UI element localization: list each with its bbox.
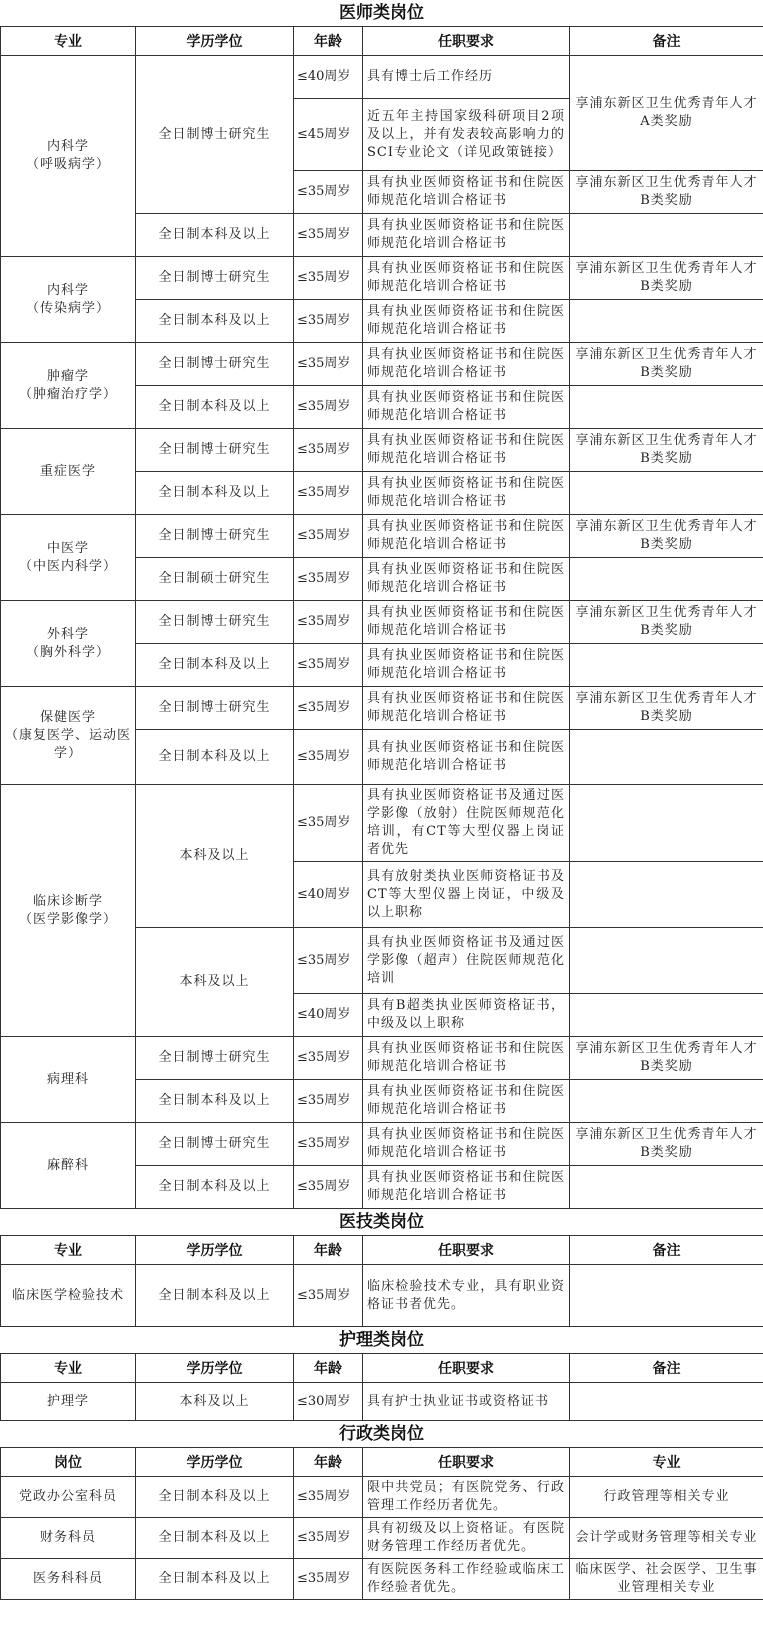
age-cell: ≤35周岁 (294, 1265, 363, 1327)
note-cell (570, 214, 763, 257)
degree-cell: 全日制博士研究生 (136, 601, 294, 644)
age-cell: ≤45周岁 (294, 99, 363, 171)
requirement-cell: 具有执业医师资格证书和住院医师规范化培训合格证书 (363, 515, 570, 558)
note-cell (570, 730, 763, 785)
requirement-cell: 具有执业医师资格证书和住院医师规范化培训合格证书 (363, 1037, 570, 1080)
table-row (1, 515, 763, 558)
note-cell (570, 1265, 763, 1327)
note-cell (570, 928, 763, 994)
age-cell: ≤35周岁 (294, 1477, 363, 1518)
post-cell: 医务科科员 (1, 1559, 136, 1600)
header-requirement: 任职要求 (363, 1236, 570, 1265)
table-row (1, 1383, 763, 1421)
age-cell: ≤35周岁 (294, 515, 363, 558)
age-cell: ≤35周岁 (294, 1037, 363, 1080)
note-cell: 享浦东新区卫生优秀青年人才B类奖励 (570, 257, 763, 300)
requirement-cell: 具有执业医师资格证书和住院医师规范化培训合格证书 (363, 300, 570, 343)
requirement-cell: 具有执业医师资格证书和住院医师规范化培训合格证书 (363, 558, 570, 601)
admin-table (0, 1447, 763, 1600)
note-cell: 享浦东新区卫生优秀青年人才B类奖励 (570, 429, 763, 472)
major-cell: 中医学 （中医内科学） (1, 515, 136, 601)
note-cell (570, 862, 763, 928)
degree-cell: 全日制本科及以上 (136, 730, 294, 785)
age-cell: ≤35周岁 (294, 1518, 363, 1559)
table-row (1, 785, 763, 862)
header-row (1, 1448, 763, 1477)
requirement-cell: 具有执业医师资格证书和住院医师规范化培训合格证书 (363, 1080, 570, 1123)
post-cell: 党政办公室科员 (1, 1477, 136, 1518)
header-post: 岗位 (1, 1448, 136, 1477)
note-cell (570, 386, 763, 429)
note-cell (570, 1166, 763, 1209)
table-row (1, 429, 763, 472)
requirement-cell: 具有执业医师资格证书和住院医师规范化培训合格证书 (363, 601, 570, 644)
age-cell: ≤35周岁 (294, 171, 363, 214)
note-cell: 享浦东新区卫生优秀青年人才B类奖励 (570, 601, 763, 644)
degree-cell: 全日制博士研究生 (136, 1037, 294, 1080)
header-degree: 学历学位 (136, 1354, 294, 1383)
tech-table (0, 1235, 763, 1327)
degree-cell: 全日制博士研究生 (136, 1123, 294, 1166)
requirement-cell: 具有执业医师资格证书和住院医师规范化培训合格证书 (363, 386, 570, 429)
degree-cell: 全日制博士研究生 (136, 515, 294, 558)
degree-cell: 全日制本科及以上 (136, 1080, 294, 1123)
age-cell: ≤35周岁 (294, 558, 363, 601)
degree-cell: 全日制博士研究生 (136, 257, 294, 300)
header-degree: 学历学位 (136, 27, 294, 56)
age-cell: ≤35周岁 (294, 687, 363, 730)
age-cell: ≤40周岁 (294, 994, 363, 1037)
major-cell: 病理科 (1, 1037, 136, 1123)
table-row (1, 1518, 763, 1559)
requirement-cell: 限中共党员；有医院党务、行政管理工作经历者优先。 (363, 1477, 570, 1518)
degree-cell: 全日制硕士研究生 (136, 558, 294, 601)
note-cell (570, 1080, 763, 1123)
age-cell: ≤35周岁 (294, 1166, 363, 1209)
header-major: 专业 (1, 1354, 136, 1383)
major-cell: 行政管理等相关专业 (570, 1477, 763, 1518)
section-title-doctor: 医师类岗位 (339, 3, 424, 23)
age-cell: ≤35周岁 (294, 214, 363, 257)
header-requirement: 任职要求 (363, 27, 570, 56)
degree-cell: 全日制本科及以上 (136, 1518, 294, 1559)
note-cell: 享浦东新区卫生优秀青年人才B类奖励 (570, 343, 763, 386)
table-row (1, 687, 763, 730)
degree-cell: 全日制博士研究生 (136, 56, 294, 214)
age-cell: ≤35周岁 (294, 1080, 363, 1123)
major-cell: 外科学 （胸外科学） (1, 601, 136, 687)
major-cell: 重症医学 (1, 429, 136, 515)
age-cell: ≤35周岁 (294, 730, 363, 785)
major-cell: 会计学或财务管理等相关专业 (570, 1518, 763, 1559)
age-cell: ≤35周岁 (294, 1559, 363, 1600)
note-cell (570, 785, 763, 862)
note-cell (570, 994, 763, 1037)
requirement-cell: 具有执业医师资格证书及通过医学影像（放射）住院医师规范化培训，有CT等大型仪器上岗证者优先 (363, 785, 570, 862)
header-row (1, 27, 763, 56)
age-cell: ≤35周岁 (294, 1123, 363, 1166)
requirement-cell: 具有执业医师资格证书及通过医学影像（超声）住院医师规范化培训 (363, 928, 570, 994)
requirement-cell: 具有B超类执业医师资格证书，中级及以上职称 (363, 994, 570, 1037)
header-requirement: 任职要求 (363, 1448, 570, 1477)
requirement-cell: 具有放射类执业医师资格证书及CT等大型仪器上岗证，中级及以上职称 (363, 862, 570, 928)
note-cell: 享浦东新区卫生优秀青年人才B类奖励 (570, 687, 763, 730)
note-cell (570, 558, 763, 601)
header-note: 备注 (570, 27, 763, 56)
age-cell: ≤35周岁 (294, 429, 363, 472)
table-row (1, 1265, 763, 1327)
requirement-cell: 具有执业医师资格证书和住院医师规范化培训合格证书 (363, 730, 570, 785)
requirement-cell: 具有护士执业证书或资格证书 (363, 1383, 570, 1421)
requirement-cell: 具有执业医师资格证书和住院医师规范化培训合格证书 (363, 343, 570, 386)
header-age: 年龄 (294, 1448, 363, 1477)
header-major: 专业 (570, 1448, 763, 1477)
header-requirement: 任职要求 (363, 1354, 570, 1383)
degree-cell: 全日制本科及以上 (136, 386, 294, 429)
requirement-cell: 具有执业医师资格证书和住院医师规范化培训合格证书 (363, 644, 570, 687)
age-cell: ≤35周岁 (294, 785, 363, 862)
age-cell: ≤40周岁 (294, 56, 363, 99)
age-cell: ≤30周岁 (294, 1383, 363, 1421)
table-row (1, 1123, 763, 1166)
age-cell: ≤35周岁 (294, 928, 363, 994)
age-cell: ≤35周岁 (294, 644, 363, 687)
section-title-admin: 行政类岗位 (339, 1424, 424, 1444)
degree-cell: 全日制本科及以上 (136, 214, 294, 257)
degree-cell: 全日制本科及以上 (136, 644, 294, 687)
note-cell: 享浦东新区卫生优秀青年人才B类奖励 (570, 1123, 763, 1166)
degree-cell: 全日制博士研究生 (136, 687, 294, 730)
major-cell: 护理学 (1, 1383, 136, 1421)
age-cell: ≤35周岁 (294, 601, 363, 644)
requirement-cell: 具有执业医师资格证书和住院医师规范化培训合格证书 (363, 171, 570, 214)
requirement-cell: 具有执业医师资格证书和住院医师规范化培训合格证书 (363, 214, 570, 257)
degree-cell: 全日制博士研究生 (136, 429, 294, 472)
header-major: 专业 (1, 1236, 136, 1265)
note-cell (570, 1383, 763, 1421)
age-cell: ≤35周岁 (294, 257, 363, 300)
note-cell: 享浦东新区卫生优秀青年人才B类奖励 (570, 1037, 763, 1080)
note-cell: 享浦东新区卫生优秀青年人才B类奖励 (570, 515, 763, 558)
header-note: 备注 (570, 1354, 763, 1383)
degree-cell: 全日制本科及以上 (136, 472, 294, 515)
requirement-cell: 具有执业医师资格证书和住院医师规范化培训合格证书 (363, 1123, 570, 1166)
major-cell: 内科学 （呼吸病学） (1, 56, 136, 257)
table-row (1, 56, 763, 99)
age-cell: ≤35周岁 (294, 386, 363, 429)
major-cell: 麻醉科 (1, 1123, 136, 1209)
requirement-cell: 具有执业医师资格证书和住院医师规范化培训合格证书 (363, 1166, 570, 1209)
degree-cell: 全日制本科及以上 (136, 1166, 294, 1209)
degree-cell: 本科及以上 (136, 785, 294, 928)
header-degree: 学历学位 (136, 1236, 294, 1265)
header-row (1, 1236, 763, 1265)
degree-cell: 全日制本科及以上 (136, 300, 294, 343)
table-row (1, 1037, 763, 1080)
note-cell (570, 644, 763, 687)
table-row (1, 1559, 763, 1600)
note-cell (570, 300, 763, 343)
header-degree: 学历学位 (136, 1448, 294, 1477)
section-title-nursing: 护理类岗位 (339, 1330, 424, 1350)
major-cell: 临床医学检验技术 (1, 1265, 136, 1327)
header-major: 专业 (1, 27, 136, 56)
major-cell: 肿瘤学 （肿瘤治疗学） (1, 343, 136, 429)
degree-cell: 全日制本科及以上 (136, 1265, 294, 1327)
major-cell: 保健医学 （康复医学、运动医学） (1, 687, 136, 785)
major-cell: 临床医学、社会医学、卫生事业管理相关专业 (570, 1559, 763, 1600)
degree-cell: 本科及以上 (136, 928, 294, 1037)
table-row (1, 343, 763, 386)
degree-cell: 本科及以上 (136, 1383, 294, 1421)
age-cell: ≤35周岁 (294, 343, 363, 386)
header-age: 年龄 (294, 1236, 363, 1265)
degree-cell: 全日制本科及以上 (136, 1477, 294, 1518)
post-cell: 财务科员 (1, 1518, 136, 1559)
requirement-cell: 具有执业医师资格证书和住院医师规范化培训合格证书 (363, 429, 570, 472)
degree-cell: 全日制博士研究生 (136, 343, 294, 386)
note-cell (570, 472, 763, 515)
requirement-cell: 有医院医务科工作经验或临床工作经验者优先。 (363, 1559, 570, 1600)
header-age: 年龄 (294, 27, 363, 56)
note-cell: 享浦东新区卫生优秀青年人才B类奖励 (570, 171, 763, 214)
table-row (1, 601, 763, 644)
requirement-cell: 具有执业医师资格证书和住院医师规范化培训合格证书 (363, 257, 570, 300)
requirement-cell: 具有执业医师资格证书和住院医师规范化培训合格证书 (363, 472, 570, 515)
major-cell: 内科学 （传染病学） (1, 257, 136, 343)
age-cell: ≤35周岁 (294, 300, 363, 343)
age-cell: ≤35周岁 (294, 472, 363, 515)
age-cell: ≤40周岁 (294, 862, 363, 928)
degree-cell: 全日制本科及以上 (136, 1559, 294, 1600)
major-cell: 临床诊断学 （医学影像学） (1, 785, 136, 1037)
requirement-cell: 具有执业医师资格证书和住院医师规范化培训合格证书 (363, 687, 570, 730)
requirement-cell: 具有初级及以上资格证。有医院财务管理工作经历者优先。 (363, 1518, 570, 1559)
doctor-table (0, 26, 763, 1209)
header-age: 年龄 (294, 1354, 363, 1383)
requirement-cell: 近五年主持国家级科研项目2项及以上，并有发表较高影响力的SCI专业论文（详见政策链接） (363, 99, 570, 171)
requirement-cell: 具有博士后工作经历 (363, 56, 570, 99)
note-cell: 享浦东新区卫生优秀青年人才A类奖励 (570, 56, 763, 171)
requirement-cell: 临床检验技术专业，具有职业资格证书者优先。 (363, 1265, 570, 1327)
header-note: 备注 (570, 1236, 763, 1265)
table-row (1, 257, 763, 300)
header-row (1, 1354, 763, 1383)
nursing-table (0, 1353, 763, 1421)
section-title-tech: 医技类岗位 (339, 1212, 424, 1232)
table-row (1, 1477, 763, 1518)
